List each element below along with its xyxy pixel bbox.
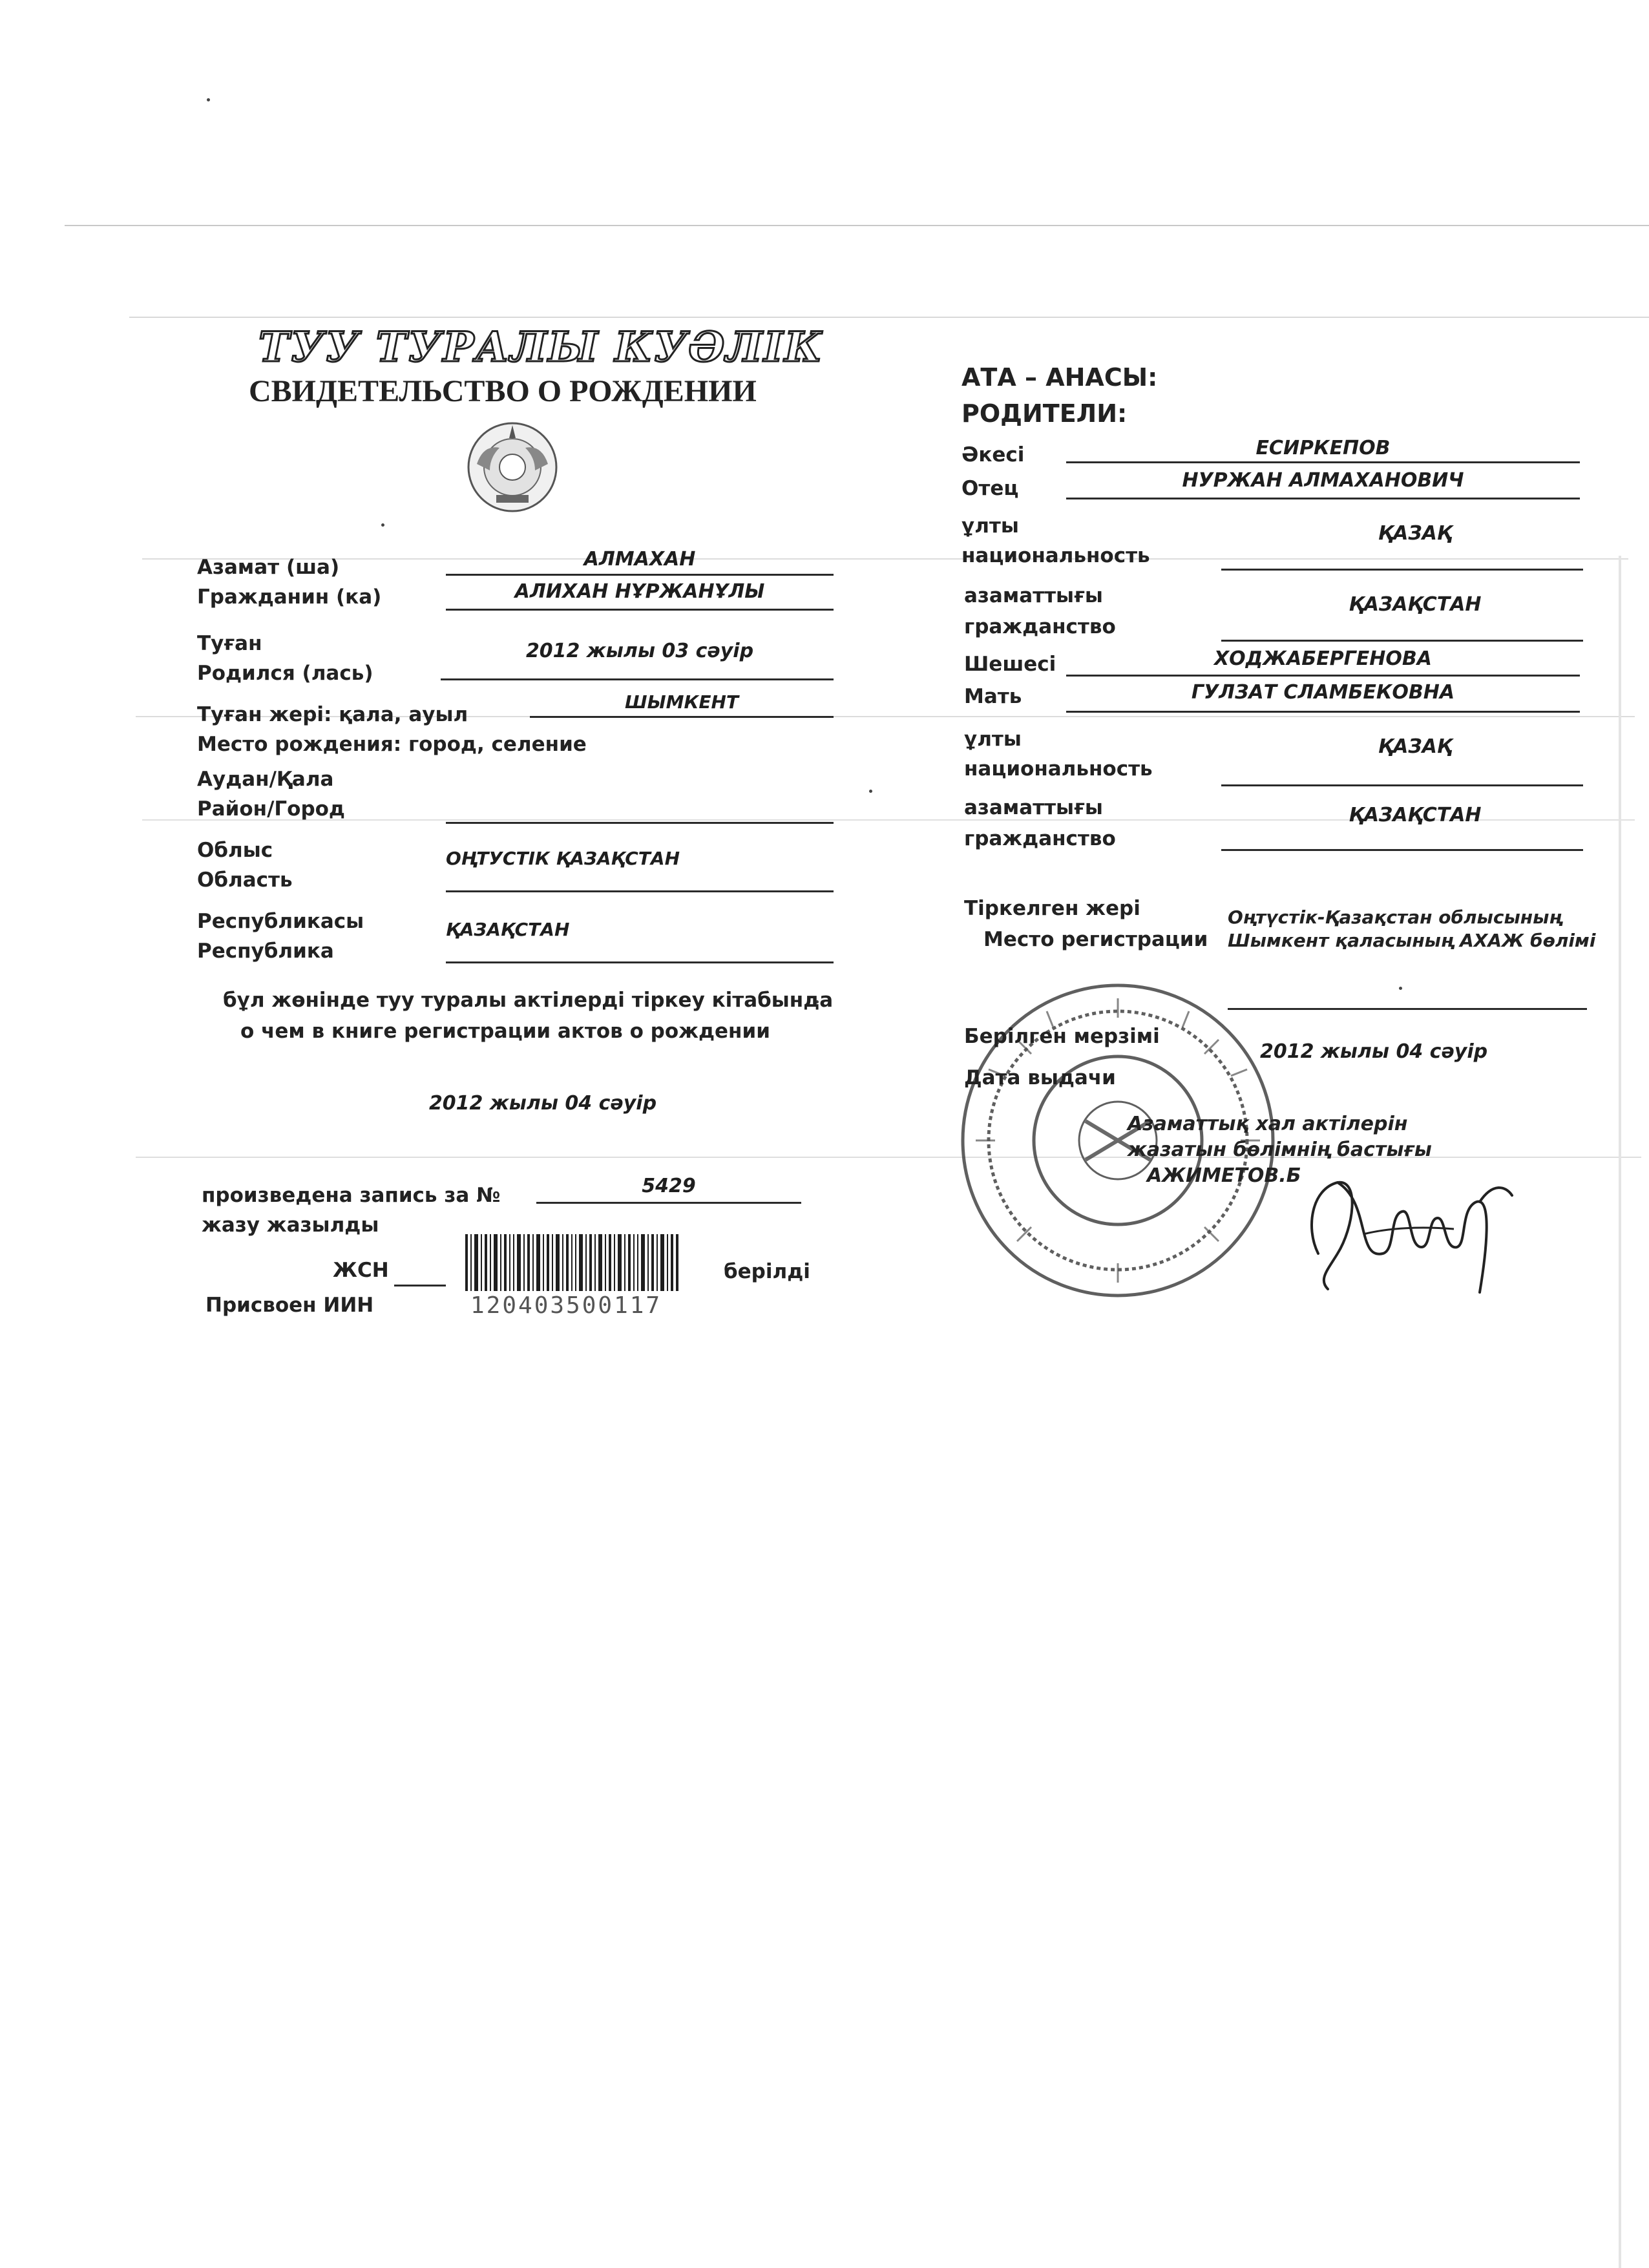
district-label-ru: Район/Город	[197, 797, 345, 821]
father-nationality-label-ru: национальность	[961, 544, 1150, 567]
field-underline	[1221, 784, 1583, 786]
father-surname: ЕСИРКЕПОВ	[1255, 437, 1391, 459]
mother-citizenship-label-kz: азаматтығы	[964, 796, 1103, 819]
field-underline	[446, 961, 834, 963]
scan-speck	[207, 98, 210, 101]
mother-nationality-label-kz: ұлты	[964, 728, 1022, 751]
issue-date-label-kz: Берілген мерзімі	[964, 1025, 1160, 1048]
registration-place	[1228, 906, 1595, 952]
official-position-line2: жазатын бөлімнің бастығы	[1128, 1139, 1432, 1161]
birthplace-label-kz: Туған жері: қала, ауыл	[197, 703, 468, 726]
book-text-ru: о чем в книге регистрации актов о рождении	[240, 1020, 770, 1043]
field-underline	[536, 1202, 801, 1204]
field-underline	[1221, 640, 1583, 642]
mother-name: ГУЛЗАТ СЛАМБЕКОВНА	[1191, 681, 1455, 704]
born-label-ru: Родился (лась)	[197, 662, 373, 685]
field-underline	[441, 678, 834, 680]
barcode-icon	[465, 1234, 678, 1291]
field-underline	[446, 822, 834, 824]
mother-label-kz: Шешесі	[964, 653, 1056, 676]
mother-citizenship-label-ru: гражданство	[964, 827, 1116, 850]
region: ОҢТУСТІК ҚАЗАҚСТАН	[446, 848, 680, 869]
parents-header-ru: РОДИТЕЛИ:	[961, 399, 1128, 428]
edge-shadow	[1619, 556, 1621, 2268]
mother-nationality-label-ru: национальность	[964, 757, 1153, 781]
father-citizenship-label-ru: гражданство	[964, 615, 1116, 638]
field-underline	[446, 574, 834, 576]
born-label-kz: Туған	[197, 632, 262, 655]
father-name: НУРЖАН АЛМАХАНОВИЧ	[1182, 469, 1464, 492]
iin-label-kz: ЖСН	[333, 1259, 389, 1282]
field-underline	[1066, 498, 1580, 499]
registration-place-line1: Оңтүстік-Қазақстан облысының	[1228, 907, 1562, 928]
parents-header-kz: АТА – АНАСЫ:	[961, 363, 1158, 392]
field-underline	[1066, 711, 1580, 713]
record-label-ru: произведена запись за №	[202, 1184, 501, 1207]
father-nationality: ҚАЗАҚ	[1378, 522, 1453, 545]
republic-label-ru: Республика	[197, 940, 334, 963]
citizen-label-ru: Гражданин (ка)	[197, 585, 382, 609]
field-underline	[394, 1285, 446, 1286]
issue-date: 2012 жылы 04 сәуір	[1260, 1040, 1488, 1063]
registration-label-ru: Место регистрации	[983, 928, 1208, 951]
mother-label-ru: Мать	[964, 685, 1022, 708]
citizen-label-kz: Азамат (ша)	[197, 556, 340, 579]
mother-surname: ХОДЖАБЕРГЕНОВА	[1214, 647, 1432, 670]
scan-line	[65, 225, 1649, 226]
record-date: 2012 жылы 04 сәуір	[428, 1092, 657, 1115]
record-label-kz: жазу жазылды	[202, 1213, 379, 1237]
scan-line	[142, 558, 1628, 560]
registration-place-line2: Шымкент қаласының АХАЖ бөлімі	[1228, 930, 1596, 951]
region-label-ru: Область	[197, 868, 293, 892]
birthplace: ШЫМКЕНТ	[624, 691, 739, 713]
district-label-kz: Аудан/Қала	[197, 768, 334, 791]
iin-number: 120403500117	[470, 1292, 662, 1319]
book-text-kz: бұл жөнінде туу туралы актілерді тіркеу кітабында	[223, 989, 834, 1012]
field-underline	[446, 890, 834, 892]
scan-speck	[381, 523, 384, 527]
birth-date: 2012 жылы 03 сәуір	[525, 640, 754, 662]
father-citizenship-label-kz: азаматтығы	[964, 584, 1103, 607]
official-name: АЖИМЕТОВ.Б	[1147, 1164, 1301, 1187]
republic-label-kz: Республикасы	[197, 910, 364, 933]
birthplace-label-ru: Место рождения: город, селение	[197, 733, 587, 756]
father-citizenship: ҚАЗАҚСТАН	[1349, 593, 1482, 616]
field-underline	[1066, 675, 1580, 677]
field-underline	[530, 716, 834, 718]
child-surname: АЛМАХАН	[583, 548, 696, 571]
title-kazakh: ТУУ ТУРАЛЫ КУӘЛІК	[258, 323, 824, 372]
scan-line	[129, 317, 1649, 318]
iin-label-ru: Присвоен ИИН	[205, 1294, 374, 1317]
father-label-ru: Отец	[961, 477, 1019, 500]
signature-icon	[1299, 1157, 1518, 1318]
state-emblem-icon	[464, 419, 561, 516]
mother-citizenship: ҚАЗАҚСТАН	[1349, 804, 1482, 826]
field-underline	[1221, 849, 1583, 851]
mother-nationality: ҚАЗАҚ	[1378, 735, 1453, 758]
region-label-kz: Облыс	[197, 839, 273, 862]
record-number: 5429	[642, 1175, 696, 1197]
issued-label-kz: берілді	[724, 1260, 810, 1283]
field-underline	[1221, 569, 1583, 571]
title-russian: СВИДЕТЕЛЬСТВО О РОЖДЕНИИ	[249, 374, 757, 408]
scan-speck	[869, 790, 872, 793]
republic: ҚАЗАҚСТАН	[446, 919, 570, 940]
field-underline	[1066, 461, 1580, 463]
registration-label-kz: Тіркелген жері	[964, 897, 1140, 920]
child-name: АЛИХАН НҰРЖАНҰЛЫ	[514, 580, 765, 603]
field-underline	[446, 609, 834, 611]
father-label-kz: Әкесі	[961, 443, 1025, 467]
official-position-line1: Азаматтық хал актілерін	[1128, 1113, 1408, 1135]
father-nationality-label-kz: ұлты	[961, 514, 1019, 538]
scan-speck	[1399, 987, 1402, 990]
issue-date-label-ru: Дата выдачи	[964, 1066, 1116, 1089]
